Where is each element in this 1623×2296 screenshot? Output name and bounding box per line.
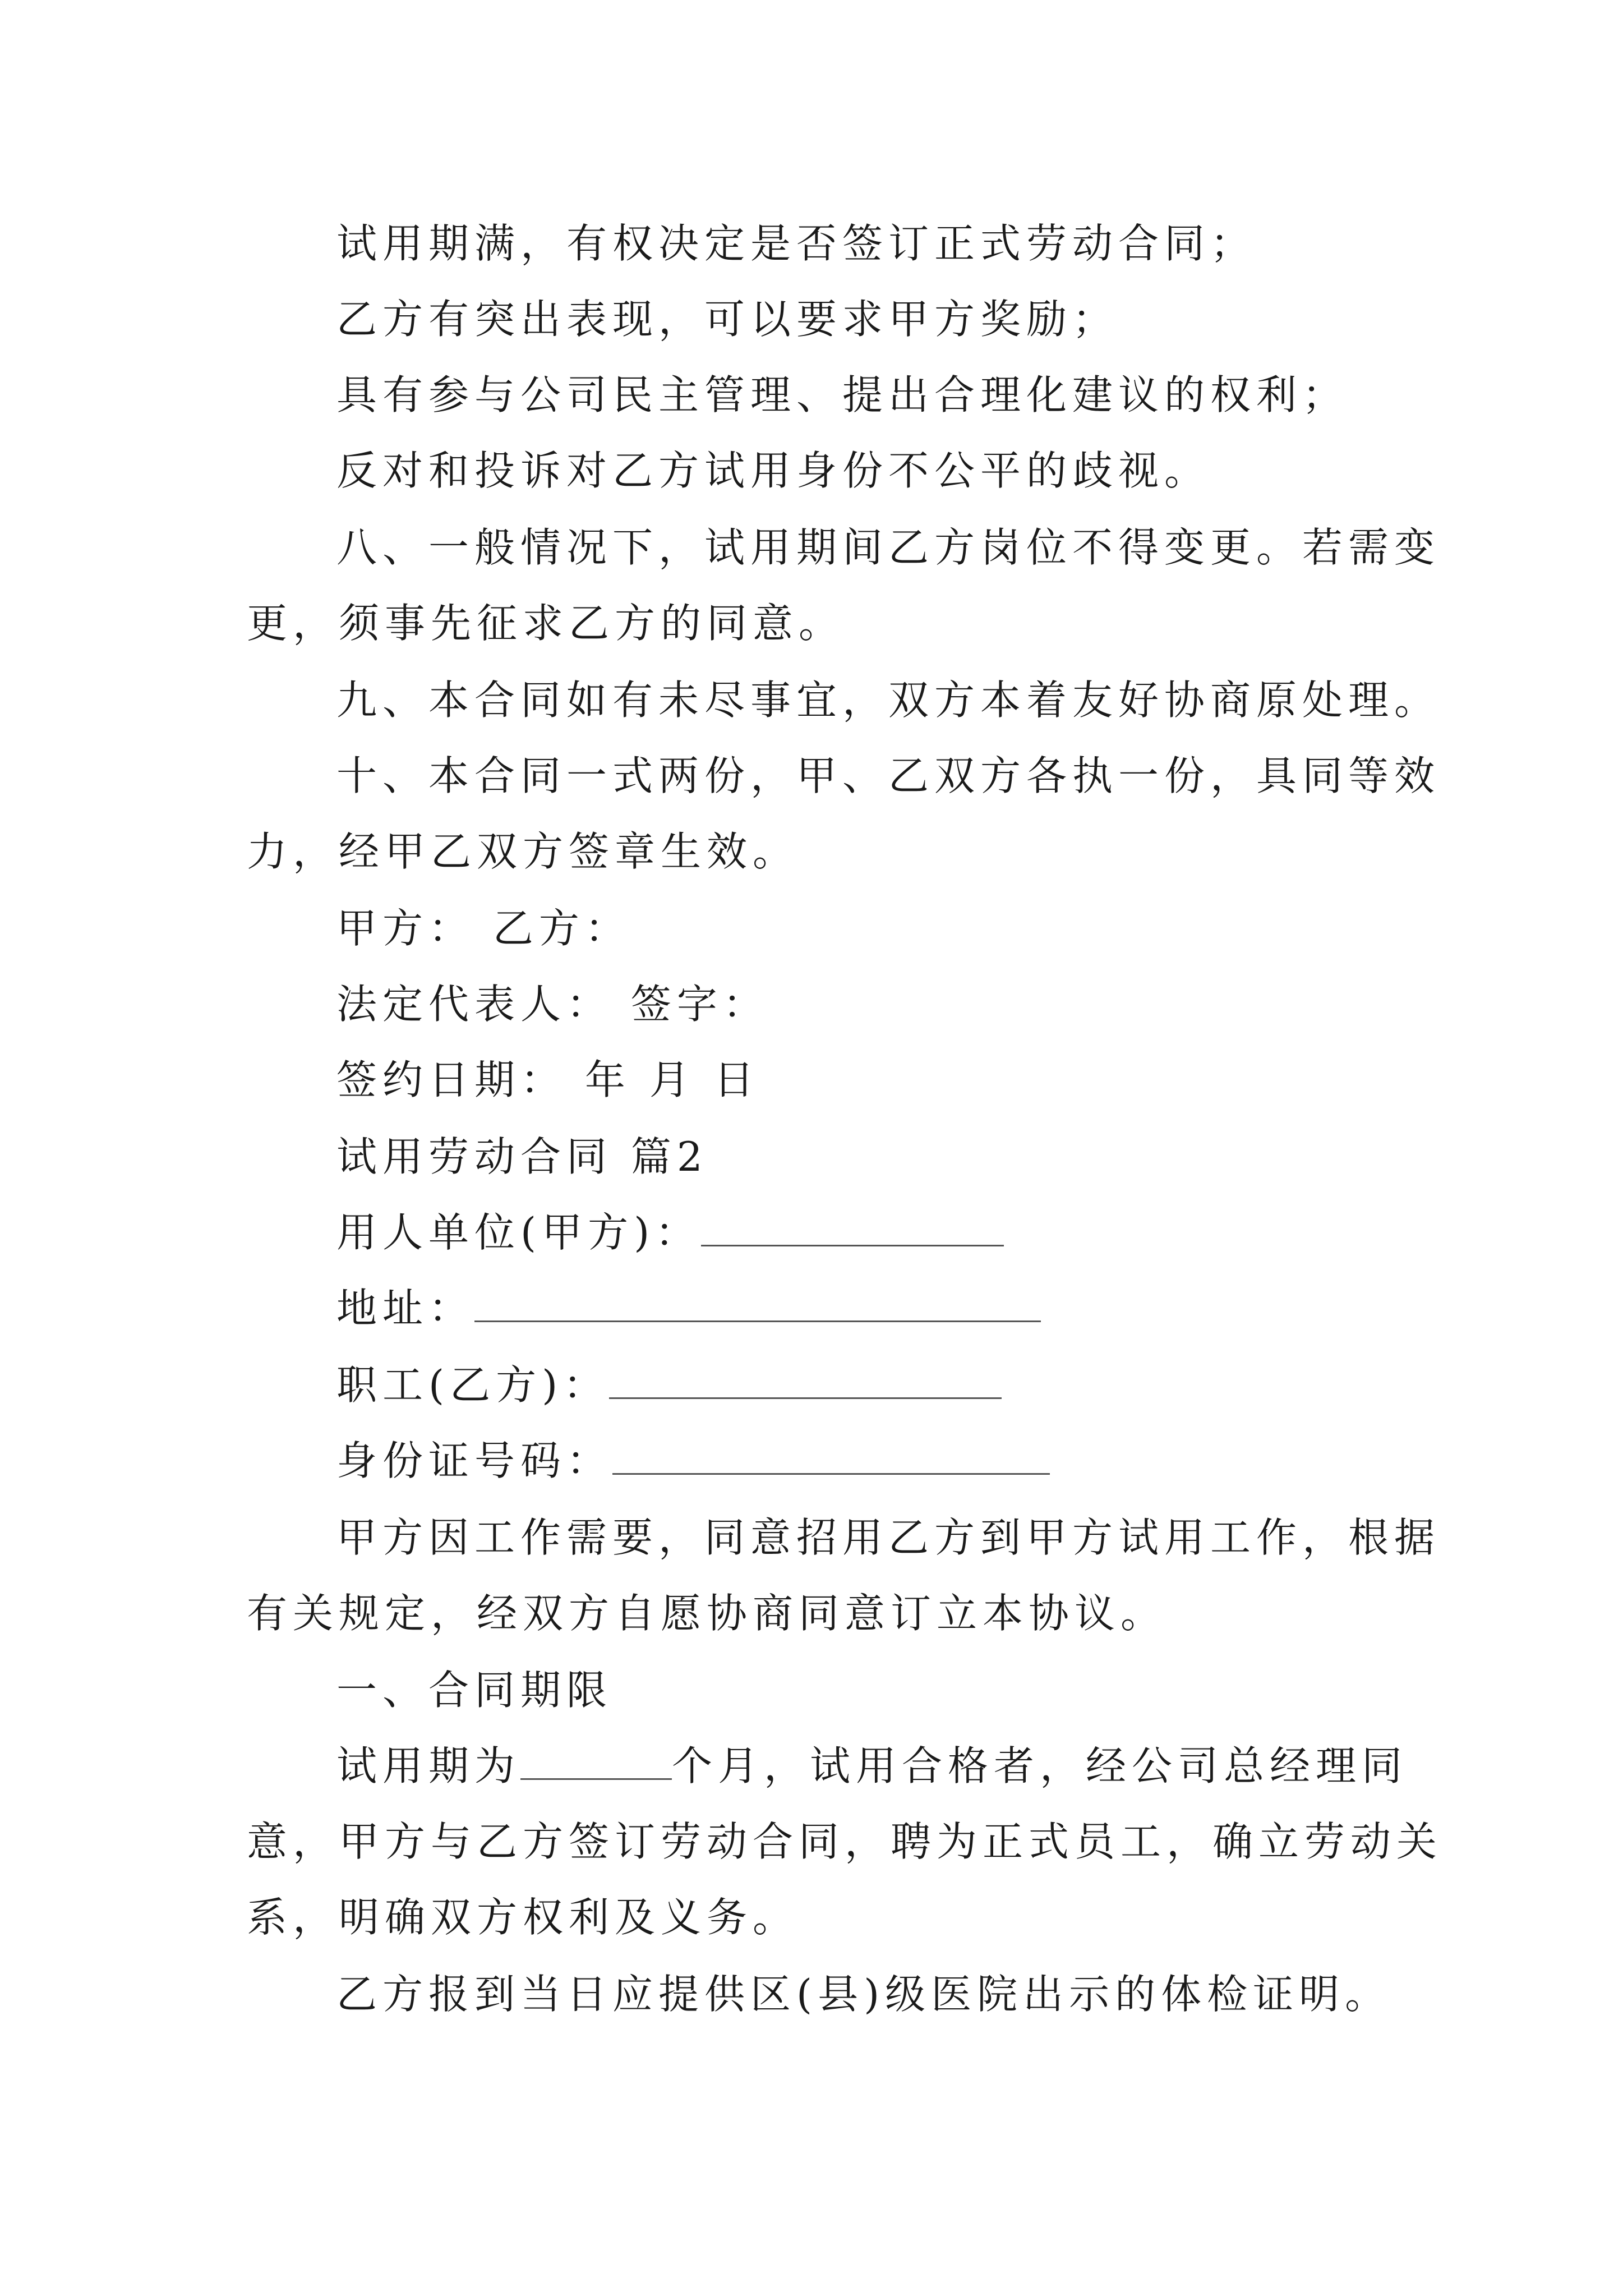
paragraph-line: 反对和投诉对乙方试用身份不公平的歧视。: [336, 447, 1211, 494]
term-line-3: 系，明确双方权利及义务。: [247, 1894, 799, 1941]
address-blank: [474, 1288, 1041, 1322]
term-suffix: 个月，试用合格者，经公司总经理同: [672, 1742, 1408, 1789]
id-number-label: 身份证号码：: [336, 1437, 613, 1484]
term-line-1: [336, 1742, 1408, 1789]
signing-date: 签约日期： 年 月 日: [336, 1056, 760, 1103]
employer-label: 用人单位(甲方)：: [336, 1209, 702, 1256]
employer-field: [336, 1209, 1004, 1256]
party-labels: 甲方： 乙方：: [336, 905, 631, 952]
preamble-line-2: 有关规定，经双方自愿协商同意订立本协议。: [247, 1590, 1167, 1637]
medical-certificate: 乙方报到当日应提供区(县)级医院出示的体检证明。: [336, 1971, 1391, 2018]
paragraph-line: 试用期满，有权决定是否签订正式劳动合同；: [336, 220, 1257, 267]
clause-10-line-2: 力，经甲乙双方签章生效。: [247, 828, 799, 875]
employee-label: 职工(乙方)：: [336, 1361, 610, 1409]
employee-blank: [609, 1365, 1002, 1399]
address-field: [336, 1285, 1041, 1332]
employee-field: [336, 1361, 1002, 1409]
paragraph-line: 乙方有突出表现，可以要求甲方奖励；: [336, 296, 1119, 343]
clause-9: 九、本合同如有未尽事宜，双方本着友好协商原处理。: [336, 677, 1441, 724]
term-prefix: 试用期为: [336, 1742, 521, 1789]
paragraph-line: 具有参与公司民主管理、提出合理化建议的权利；: [336, 371, 1349, 418]
employer-blank: [701, 1212, 1004, 1246]
section-heading: 一、合同期限: [336, 1667, 613, 1714]
preamble-line-1: 甲方因工作需要，同意招用乙方到甲方试用工作，根据: [336, 1514, 1441, 1561]
months-blank: [520, 1746, 672, 1780]
clause-10-line-1: 十、本合同一式两份，甲、乙双方各执一份，具同等效: [336, 752, 1441, 799]
id-number-field: [336, 1437, 1050, 1484]
clause-8-line-1: 八、一般情况下，试用期间乙方岗位不得变更。若需变: [336, 524, 1441, 571]
address-label: 地址：: [336, 1285, 475, 1332]
id-number-blank: [612, 1441, 1050, 1475]
term-line-2: 意，甲方与乙方签订劳动合同，聘为正式员工，确立劳动关: [247, 1818, 1443, 1865]
clause-8-line-2: 更，须事先征求乙方的同意。: [247, 600, 845, 647]
section-title: 试用劳动合同 篇2: [336, 1133, 708, 1180]
representative-signature: 法定代表人： 签字：: [336, 981, 769, 1028]
